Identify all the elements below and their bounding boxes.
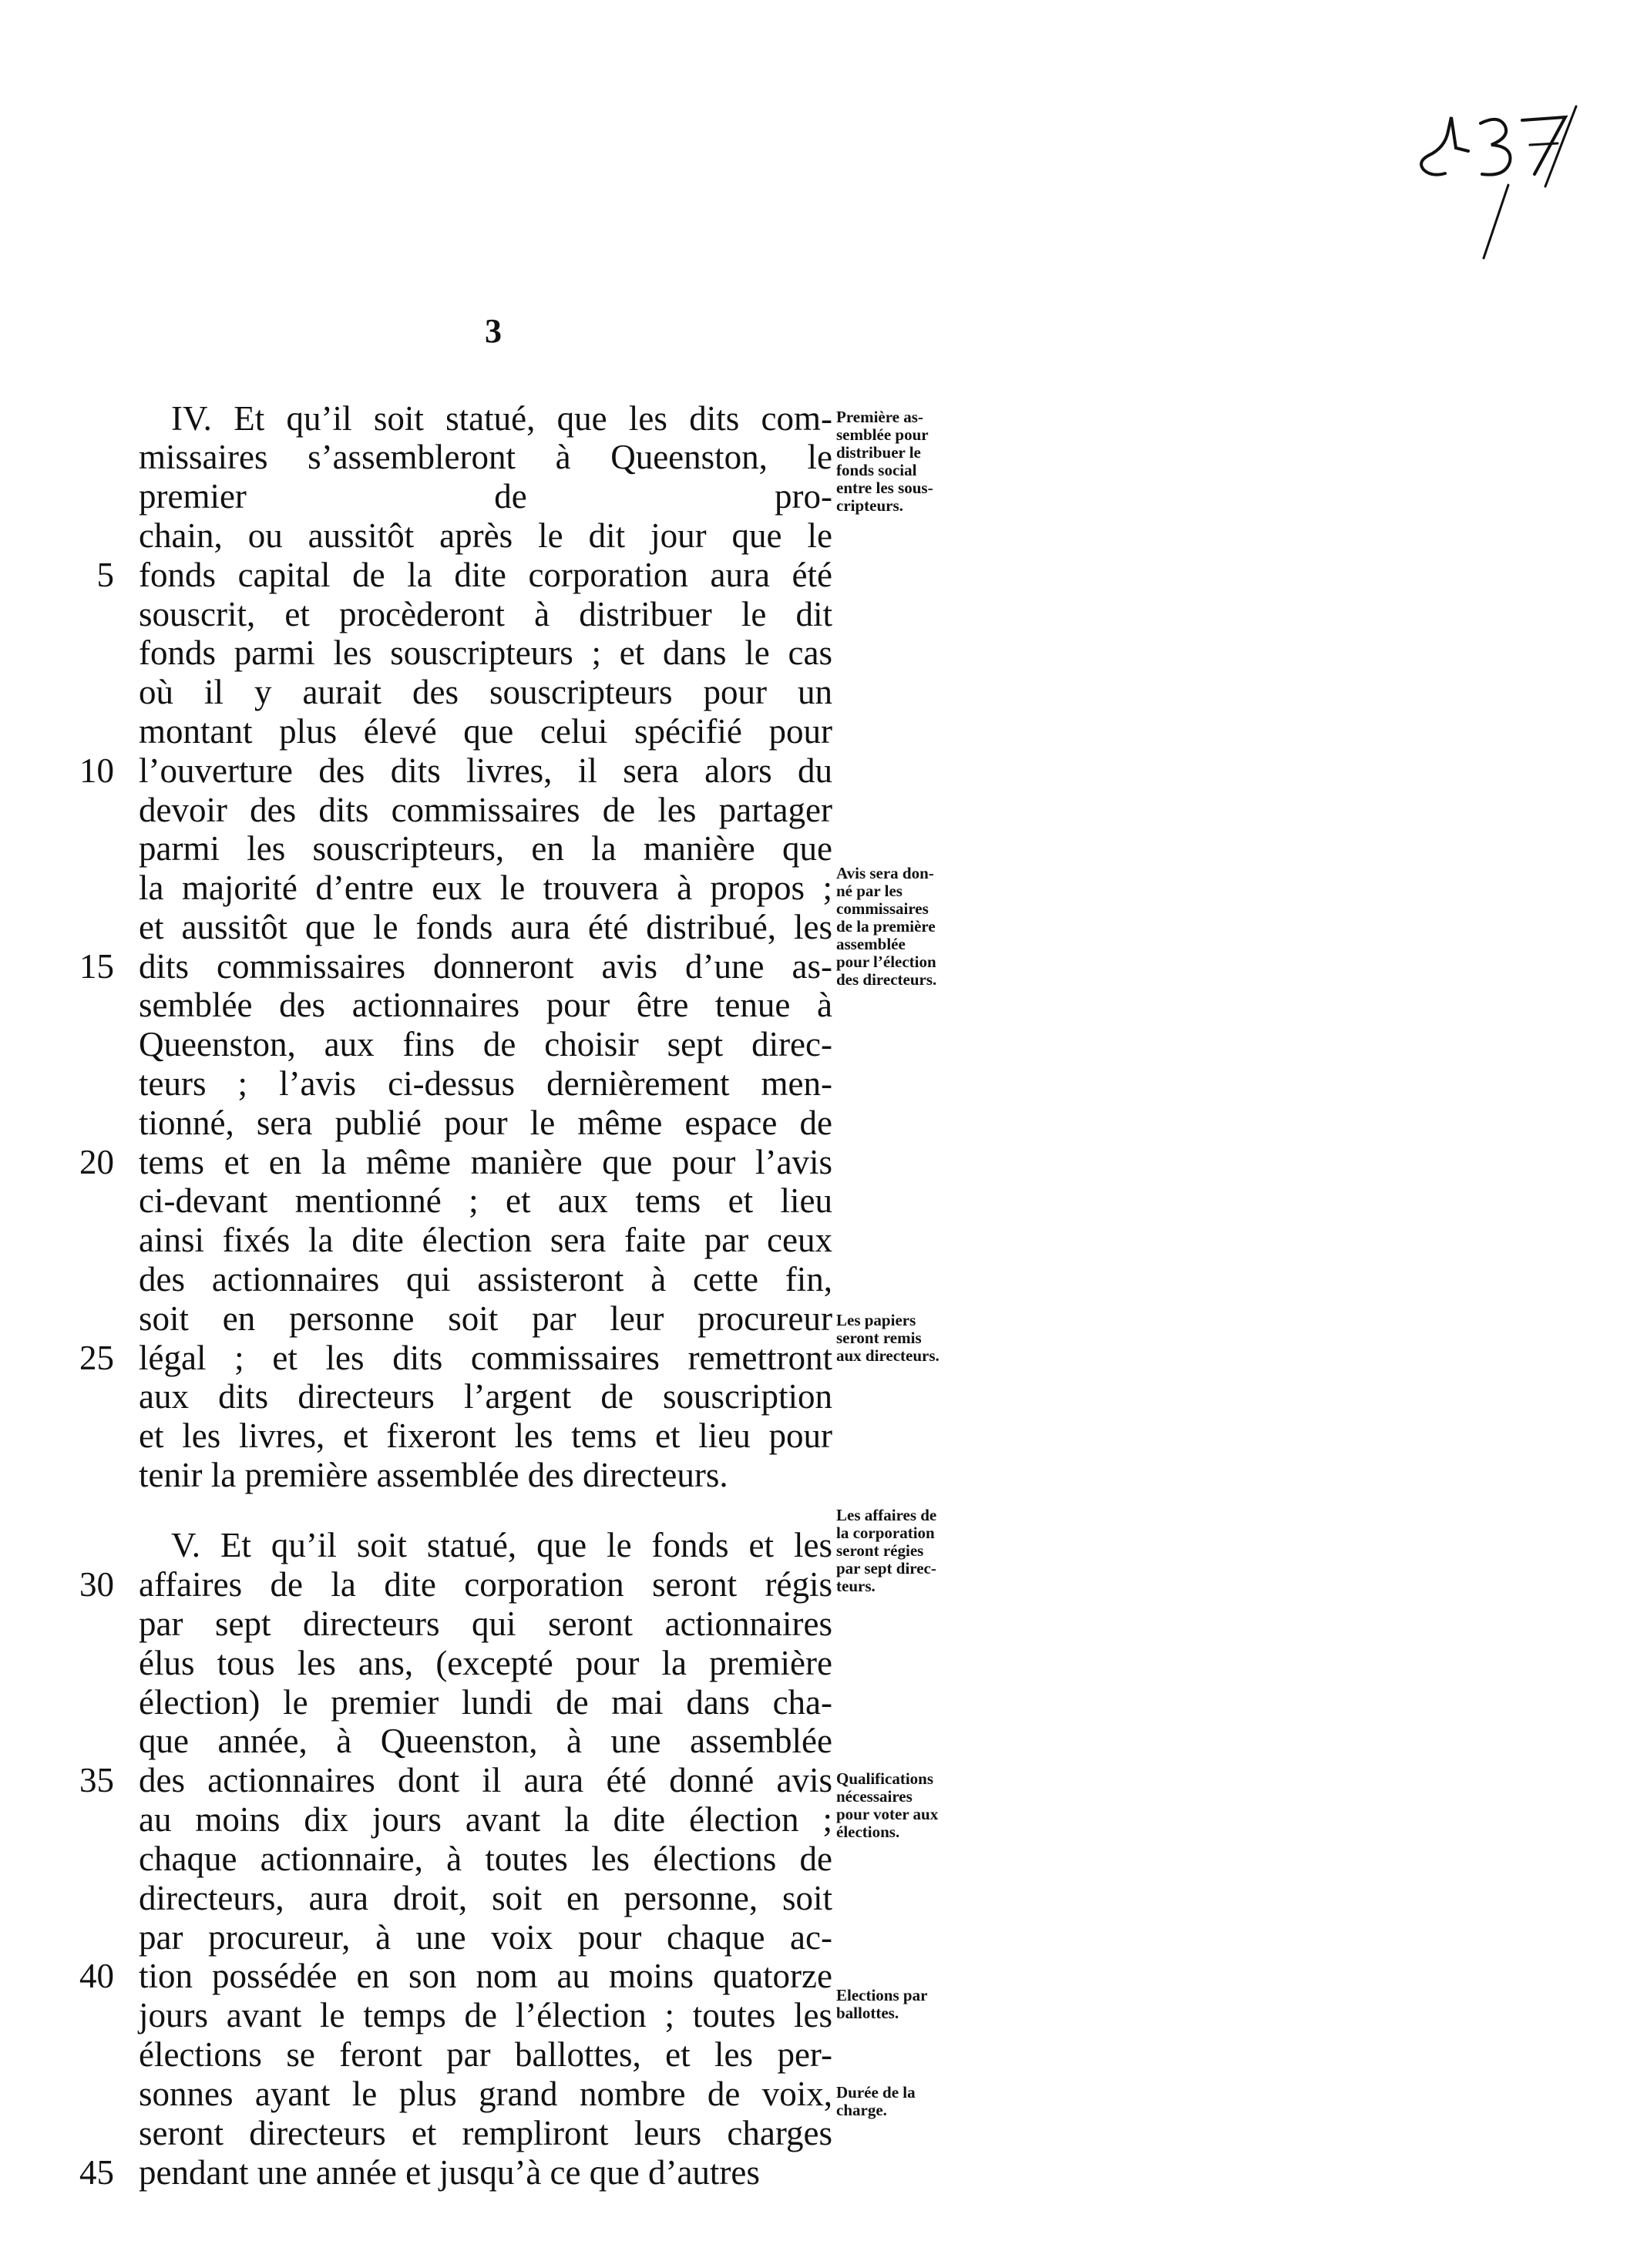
text-line: [139, 908, 832, 946]
text-line: [79, 751, 832, 790]
line-text: seront directeurs et rempliront leurs charges: [139, 2114, 832, 2152]
line-text: élections se feront par ballottes, et les per-: [139, 2035, 832, 2074]
text-line: [139, 516, 832, 555]
line-text: au moins dix jours avant la dite élection ;: [139, 1800, 832, 1839]
margin-note-line: Elections par: [836, 1986, 928, 2004]
text-line: [139, 1377, 832, 1416]
line-text: chaque actionnaire, à toutes les élections de: [139, 1840, 832, 1878]
margin-note-line: fonds social: [836, 461, 917, 479]
text-line: [139, 2035, 832, 2074]
line-text: et les livres, et fixeront les tems et lieu pour: [139, 1416, 832, 1455]
line-text: fonds capital de la dite corporation aura été: [139, 556, 832, 594]
line-text: dits commissaires donneront avis d’une as-: [139, 947, 832, 986]
margin-note: [836, 1987, 1002, 2022]
margin-note-line: ballottes.: [836, 2004, 899, 2022]
line-number: 20: [79, 1143, 114, 1181]
text-line: [139, 477, 832, 516]
line-number: 15: [79, 947, 114, 986]
margin-note: [836, 2084, 1002, 2119]
margin-note: [836, 1507, 1002, 1595]
margin-note-line: teurs.: [836, 1577, 876, 1595]
line-text: premier de pro-: [139, 477, 832, 516]
text-line: [139, 633, 832, 672]
line-number: 30: [79, 1565, 114, 1604]
text-line: [139, 2075, 832, 2113]
line-text: élus tous les ans, (excepté pour la première: [139, 1644, 832, 1682]
margin-note-line: nécessaires: [836, 1787, 913, 1806]
text-line: [139, 869, 832, 907]
margin-note-line: de la première: [836, 917, 936, 936]
line-text: devoir des dits commissaires de les partager: [139, 791, 832, 829]
text-line: [139, 1104, 832, 1142]
text-line: [96, 556, 832, 594]
text-line: [139, 1644, 832, 1682]
margin-note-line: seront remis: [836, 1329, 922, 1347]
text-line: [139, 595, 832, 633]
line-text: Queenston, aux fins de choisir sept direc-: [139, 1025, 832, 1063]
text-line: [79, 1957, 832, 1995]
line-number: 40: [79, 1957, 114, 1995]
margin-note-line: aux directeurs.: [836, 1346, 940, 1365]
line-number: 10: [79, 751, 114, 790]
margin-note-line: charge.: [836, 2101, 887, 2119]
margin-note-line: Première as-: [836, 408, 923, 426]
margin-note-line: par sept direc-: [836, 1559, 936, 1578]
line-text: parmi les souscripteurs, en la manière que: [139, 829, 832, 868]
line-text: légal ; et les dits commissaires remettront: [139, 1339, 832, 1377]
line-text: directeurs, aura droit, soit en personne, soit: [139, 1879, 832, 1917]
text-line: [79, 1565, 832, 1604]
line-text: jours avant le temps de l’élection ; toutes les: [139, 1996, 832, 2034]
line-text: IV. Et qu’il soit statué, que les dits com-: [171, 399, 832, 438]
text-line: [139, 1025, 832, 1063]
text-line: [79, 947, 832, 986]
line-number: 35: [79, 1761, 114, 1799]
line-text: ainsi fixés la dite élection sera faite par ceux: [139, 1221, 832, 1259]
margin-note-line: Durée de la: [836, 2083, 916, 2102]
line-text: chain, ou aussitôt après le dit jour que le: [139, 516, 832, 555]
text-line: [139, 2114, 832, 2152]
text-line: [79, 1143, 832, 1181]
margin-note: [836, 1312, 1002, 1365]
margin-note: [836, 865, 1002, 989]
line-text: par procureur, à une voix pour chaque ac-: [139, 1918, 832, 1957]
margin-note-line: né par les: [836, 882, 903, 900]
margin-note-line: Qualifications: [836, 1769, 934, 1788]
line-text: élection) le premier lundi de mai dans cha-: [139, 1683, 832, 1722]
margin-note-line: semblée pour: [836, 425, 929, 444]
line-text: montant plus élevé que celui spécifié pour: [139, 712, 832, 751]
text-line: [79, 1339, 832, 1377]
line-text: tenir la première assemblée des directeurs.: [139, 1456, 728, 1494]
text-line: [139, 1879, 832, 1917]
line-text: tion possédée en son nom au moins quatorze: [139, 1957, 832, 1995]
text-line: [139, 1260, 832, 1299]
margin-note: [836, 408, 1002, 515]
margin-note-line: entre les sous-: [836, 479, 933, 497]
line-number: 45: [79, 2153, 114, 2192]
line-text: ci-devant mentionné ; et aux tems et lieu: [139, 1181, 832, 1220]
margin-note-line: la corporation: [836, 1524, 935, 1542]
text-line: [139, 438, 832, 476]
line-text: pendant une année et jusqu’à ce que d’autres: [139, 2153, 760, 2192]
margin-note-line: Les affaires de: [836, 1506, 937, 1524]
text-line: [139, 1064, 832, 1103]
line-text: missaires s’assembleront à Queenston, le: [139, 438, 832, 476]
text-line: [139, 1181, 832, 1220]
line-text: V. Et qu’il soit statué, que le fonds et les: [171, 1526, 832, 1564]
text-line: [139, 1604, 832, 1643]
text-line: [139, 1800, 832, 1839]
line-number: 5: [96, 556, 114, 594]
line-text: que année, à Queenston, à une assemblée: [139, 1722, 832, 1760]
text-line: [139, 1722, 832, 1760]
page-number: 3: [485, 312, 502, 350]
text-line: [139, 673, 832, 711]
handwritten-folio-number: [1414, 100, 1592, 270]
line-text: la majorité d’entre eux le trouvera à propos ;: [139, 869, 832, 907]
text-line: [139, 1221, 832, 1259]
margin-note-line: commissaires: [836, 899, 929, 918]
margin-note-line: Avis sera don-: [836, 864, 934, 882]
margin-note-line: distribuer le: [836, 443, 921, 462]
line-text: l’ouverture des dits livres, il sera alors du: [139, 751, 832, 790]
text-line: [139, 986, 832, 1024]
line-text: par sept directeurs qui seront actionnaires: [139, 1604, 832, 1643]
text-line: [139, 1299, 832, 1338]
line-text: teurs ; l’avis ci-dessus dernièrement men-: [139, 1064, 832, 1103]
text-line: [139, 1918, 832, 1957]
line-text: et aussitôt que le fonds aura été distribué, les: [139, 908, 832, 946]
margin-note-line: élections.: [836, 1823, 900, 1841]
line-text: tionné, sera publié pour le même espace de: [139, 1104, 832, 1142]
margin-note-line: Les papiers: [836, 1311, 916, 1329]
line-text: soit en personne soit par leur procureur: [139, 1299, 832, 1338]
line-text: où il y aurait des souscripteurs pour un: [139, 673, 832, 711]
margin-note-line: cripteurs.: [836, 496, 903, 515]
line-text: des actionnaires qui assisteront à cette fin,: [139, 1260, 832, 1299]
margin-note-line: pour l’élection: [836, 953, 936, 971]
margin-note-line: seront régies: [836, 1541, 924, 1560]
text-line: [79, 1761, 832, 1799]
text-line: [139, 1683, 832, 1722]
line-number: 25: [79, 1339, 114, 1377]
text-line: [139, 1416, 832, 1455]
margin-note-line: pour voter aux: [836, 1805, 939, 1823]
text-line: [171, 1526, 832, 1564]
text-line: [139, 1840, 832, 1878]
text-line: [139, 1456, 832, 1494]
text-line: [171, 399, 832, 438]
margin-note: [836, 1770, 1002, 1841]
line-text: affaires de la dite corporation seront régis: [139, 1565, 832, 1604]
text-line: [79, 2153, 832, 2192]
line-text: sonnes ayant le plus grand nombre de voix,: [139, 2075, 832, 2113]
line-text: aux dits directeurs l’argent de souscription: [139, 1377, 832, 1416]
text-line: [139, 712, 832, 751]
text-line: [139, 829, 832, 868]
line-text: semblée des actionnaires pour être tenue à: [139, 986, 832, 1024]
line-text: fonds parmi les souscripteurs ; et dans le cas: [139, 633, 832, 672]
line-text: souscrit, et procèderont à distribuer le dit: [139, 595, 832, 633]
text-line: [139, 1996, 832, 2034]
text-line: [139, 791, 832, 829]
line-text: tems et en la même manière que pour l’avis: [139, 1143, 832, 1181]
margin-note-line: des directeurs.: [836, 970, 937, 989]
line-text: des actionnaires dont il aura été donné avis: [139, 1761, 832, 1799]
margin-note-line: assemblée: [836, 935, 906, 953]
